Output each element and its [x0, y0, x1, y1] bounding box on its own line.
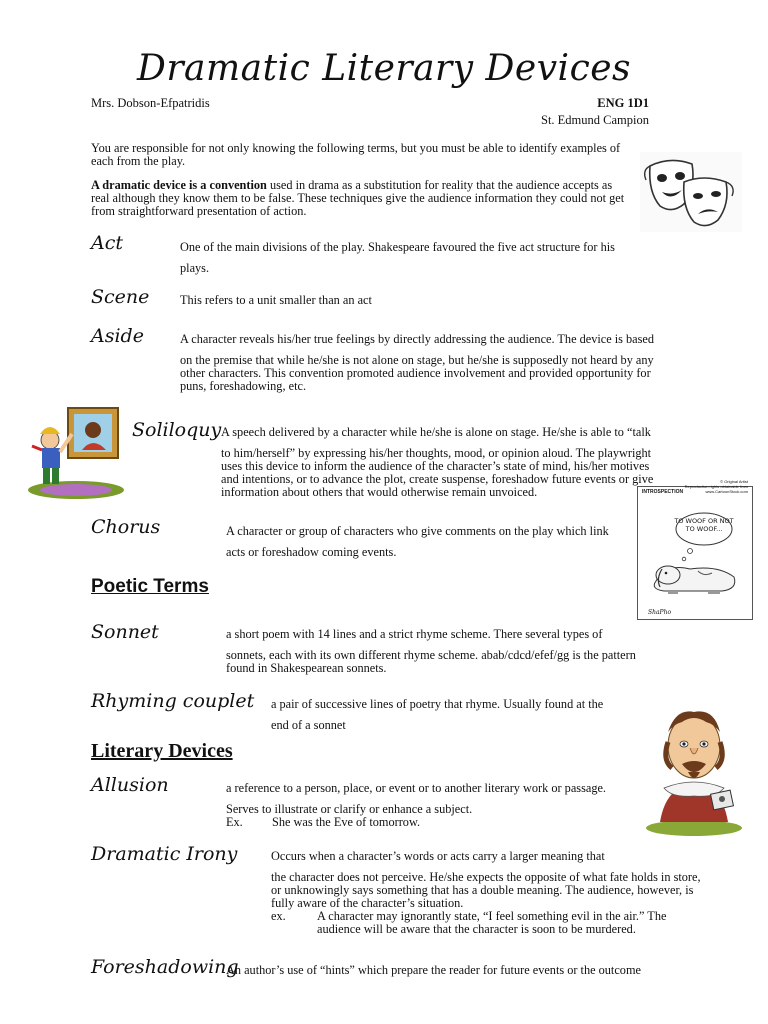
term-soliloquy: Soliloquy — [132, 419, 222, 441]
definition-aside-rest: on the premise that while he/she is not alone on stage, but he/she is supposedly not heard by any other characters. This convention promoted audience involvement and provided opportunity for puns, foreshadowing, etc. — [180, 353, 654, 393]
definition-soliloquy-line1: A speech delivered by a character while he/she is alone on stage. He/she is able to “talk — [221, 425, 651, 439]
device-bold: A dramatic device is a convention — [91, 178, 267, 192]
irony-example — [271, 910, 711, 936]
allusion-example — [226, 816, 636, 829]
cartoon-site-line: www.CartoonStock.com — [705, 489, 748, 494]
poetic-terms-heading: Poetic Terms — [91, 576, 209, 597]
term-act: Act — [91, 232, 123, 254]
literary-devices-heading: Literary Devices — [91, 740, 233, 762]
cartoon-copyright — [685, 479, 748, 494]
definition-soliloquy — [221, 426, 667, 499]
definition-chorus — [226, 525, 636, 559]
term-allusion: Allusion — [91, 774, 169, 796]
definition-foreshadowing-line1: An author’s use of “hints” which prepare the reader for future events or the outcome — [226, 963, 641, 977]
term-chorus: Chorus — [91, 516, 161, 538]
term-aside: Aside — [91, 325, 144, 347]
definition-aside-line1: A character reveals his/her true feelings by directly addressing the audience. The device is based — [180, 332, 655, 346]
definition-allusion — [226, 782, 636, 829]
cartoon-signature: ShaPho — [648, 609, 672, 616]
definition-foreshadowing — [226, 964, 706, 985]
allusion-example-text: She was the Eve of tomorrow. — [272, 815, 421, 829]
term-dramatic-irony: Dramatic Irony — [91, 843, 238, 865]
allusion-example-tag: Ex. — [226, 815, 243, 829]
definition-act-line1: One of the main divisions of the play. Shakespeare favoured the five act structure for his — [180, 240, 615, 254]
cartoon-rights-line: Reproduction rights obtainable from — [684, 484, 748, 489]
definition-allusion-line1: a reference to a person, place, or event or to another literary work or passage. — [226, 781, 607, 795]
definition-sonnet-rest: sonnets, each with its own different rhyme scheme. abab/cdcd/efef/gg is the pattern found in Shakespearean sonnets. — [226, 648, 636, 675]
teacher-name: Mrs. Dobson-Efpatridis — [91, 96, 210, 110]
definition-scene — [180, 294, 655, 315]
definition-act — [180, 241, 655, 275]
page-title: Dramatic Literary Devices — [136, 48, 632, 89]
definition-aside — [180, 333, 670, 393]
irony-example-text: A character may ignorantly state, “I feel something evil in the air.” The audience will be aware that the character is soon to be murdered. — [317, 909, 667, 936]
intro-paragraph: You are responsible for not only knowing the following terms, but you must be able to identify examples of each from the play. — [91, 141, 621, 168]
dog-drawing-icon — [638, 497, 752, 607]
cartoon-bubble: TO WOOF OR NOT TO WOOF... — [674, 517, 734, 533]
definition-chorus-line1: A character or group of characters who give comments on the play which link — [226, 524, 609, 538]
definition-allusion-rest: Serves to illustrate or clarify or enhance a subject. — [226, 802, 473, 816]
shakespeare-caricature-icon — [636, 702, 746, 836]
definition-rhyming-couplet — [271, 698, 631, 732]
definition-act-rest: plays. — [180, 261, 210, 275]
soliloquy-clipart-icon — [26, 404, 132, 502]
irony-example-tag: ex. — [271, 909, 286, 923]
definition-sonnet-line1: a short poem with 14 lines and a strict rhyme scheme. There several types of — [226, 627, 603, 641]
cartoon-copyright-line: © Original Artist — [720, 479, 748, 484]
device-rest: used in drama as a substitution for reality that the audience accepts as real although they know them to be false. These techniques give the audience information they could not get from straightforward presentation of action. — [91, 178, 625, 218]
term-foreshadowing: Foreshadowing — [91, 956, 239, 978]
definition-irony-rest: the character does not perceive. He/she expects the opposite of what fate holds in store, or unknowingly says something that has a double meaning. The audience, however, is fully aware of the character’s situation. — [271, 870, 701, 910]
term-rhyming-couplet: Rhyming couplet — [91, 690, 255, 712]
definition-sonnet — [226, 628, 656, 675]
definition-couplet-rest: end of a sonnet — [271, 718, 346, 732]
dog-cartoon — [637, 479, 753, 620]
device-definition — [91, 179, 631, 218]
definition-scene-line1: This refers to a unit smaller than an act — [180, 293, 372, 307]
term-sonnet: Sonnet — [91, 621, 159, 643]
theatre-masks-icon — [640, 152, 742, 232]
definition-chorus-rest: acts or foreshadow coming events. — [226, 545, 397, 559]
definition-irony-line1: Occurs when a character’s words or acts carry a larger meaning that — [271, 849, 605, 863]
course-code: ENG 1D1 — [597, 96, 649, 110]
definition-soliloquy-rest: to him/herself” by expressing his/her thoughts, mood, or opinion aloud. The playwright uses this device to inform the audience of the character’s state of mind, his/her motives and intentions, or to advance the plot, create suspense, foreshadow future events or give information about others that would otherwise remain unvoiced. — [221, 446, 654, 499]
term-scene: Scene — [91, 286, 150, 308]
definition-dramatic-irony — [271, 850, 711, 936]
school-name: St. Edmund Campion — [541, 113, 649, 127]
definition-couplet-line1: a pair of successive lines of poetry that rhyme. Usually found at the — [271, 697, 604, 711]
cartoon-caption: INTROSPECTION — [642, 489, 684, 495]
